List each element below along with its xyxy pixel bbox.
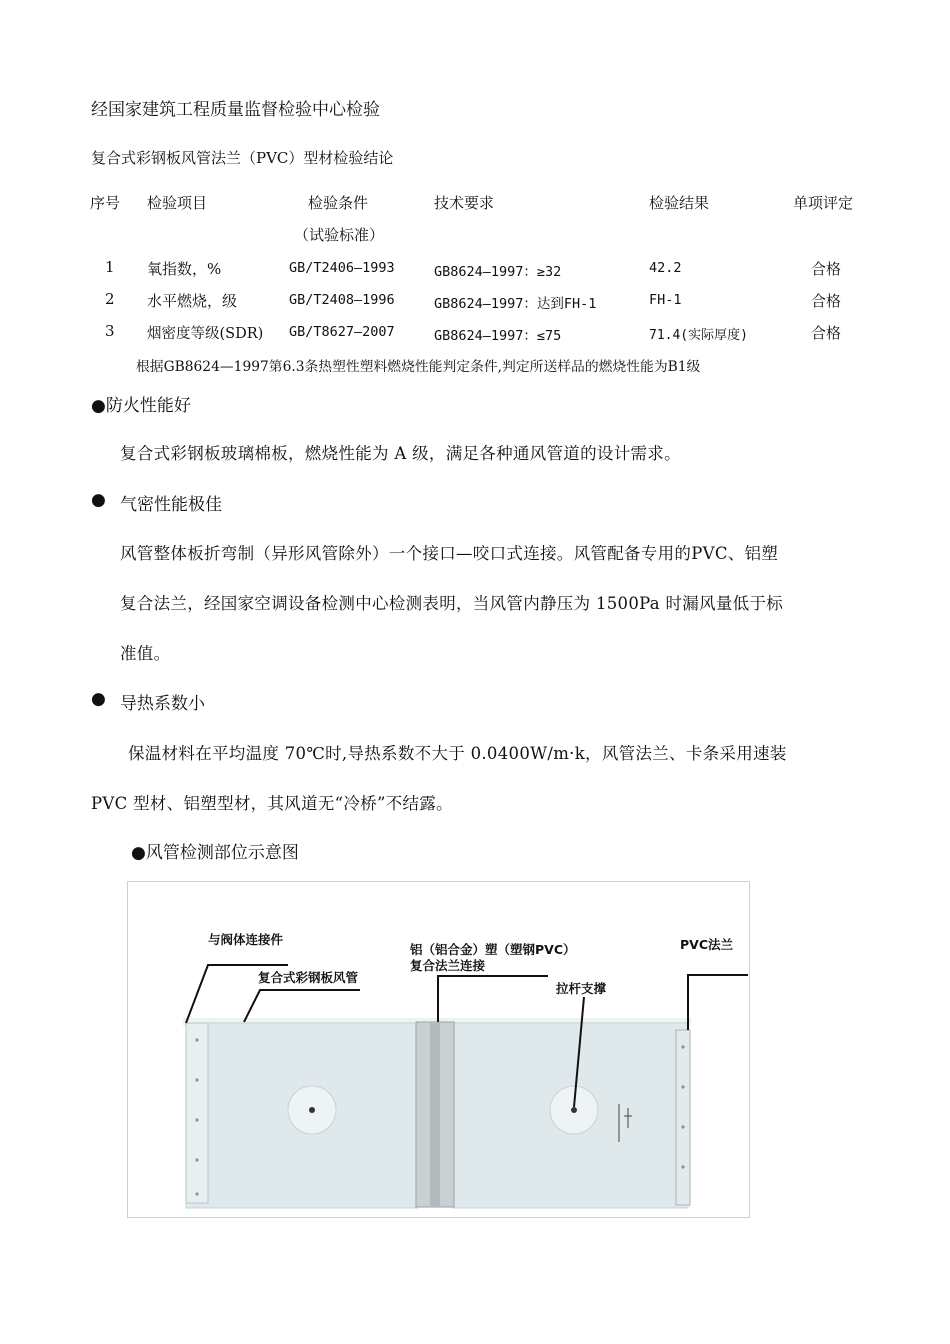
cell-result: 71.4(实际厚度) [649, 328, 748, 343]
col-header-cond-sub: （试验标准） [294, 226, 385, 244]
cell-rating: 合格 [811, 260, 842, 278]
label-flange-line2: 复合法兰连接 [410, 958, 486, 973]
cell-result: 42.2 [649, 260, 682, 276]
figure-title: ●风管检测部位示意图 [131, 843, 299, 863]
cell-cond: GB/T2408—1996 [289, 292, 395, 308]
cell-req: GB8624—1997：达到FH-1 [434, 296, 597, 312]
cell-req: GB8624—1997：≥32 [434, 264, 562, 280]
pvc-flange [676, 1030, 690, 1205]
col-header-req: 技术要求 [434, 194, 495, 212]
section-thermal-line1: 保温材料在平均温度 70℃时,导热系数不大于 0.0400W/m·k，风管法兰、卡条采用速装 [128, 744, 787, 763]
label-tie-rod: 拉杆支撑 [556, 981, 607, 996]
cell-req: GB8624—1997：≤75 [434, 328, 562, 344]
label-flange-line1: 铝（铝合金）塑（塑钢PVC） [410, 942, 576, 957]
label-valve-connector: 与阀体连接件 [208, 932, 284, 947]
page-title: 经国家建筑工程质量监督检验中心检验 [91, 100, 380, 120]
cell-item: 水平燃烧，级 [147, 292, 238, 310]
col-header-rating: 单项评定 [793, 194, 854, 212]
valve-connector [186, 1023, 208, 1203]
tie-rod-dot-right [571, 1107, 577, 1113]
tie-rod-dot-left [309, 1107, 315, 1113]
col-header-cond: 检验条件 [308, 194, 369, 212]
label-duct: 复合式彩钢板风管 [258, 970, 359, 985]
col-header-result: 检验结果 [649, 194, 710, 212]
table-note: 根据GB8624—1997第6.3条热塑性塑料燃烧性能判定条件,判定所送样品的燃烧性能为B1级 [136, 359, 701, 375]
section-fire-text: 复合式彩钢板玻璃棉板，燃烧性能为 A 级，满足各种通风管道的设计需求。 [120, 444, 681, 463]
cell-no: 3 [105, 322, 115, 340]
duct-diagram-image [127, 881, 750, 1218]
cell-no: 1 [105, 258, 115, 276]
cell-cond: GB/T2406—1993 [289, 260, 395, 276]
cell-result: FH-1 [649, 292, 682, 308]
aluminum-flange-center [430, 1022, 440, 1207]
section-thermal-line2: PVC 型材、铝塑型材，其风道无“冷桥”不结露。 [91, 794, 453, 813]
label-pvc-flange: PVC法兰 [680, 937, 734, 952]
col-header-no: 序号 [90, 194, 121, 212]
cell-item: 氧指数，% [147, 260, 222, 278]
section-airtight-line2: 复合法兰，经国家空调设备检测中心检测表明，当风管内静压为 1500Pa 时漏风量低于标 [120, 594, 784, 613]
table-title: 复合式彩钢板风管法兰（PVC）型材检验结论 [91, 149, 394, 167]
cell-rating: 合格 [811, 292, 842, 310]
section-airtight-line1: 风管整体板折弯制（异形风管除外）一个接口—咬口式连接。风管配备专用的PVC、铝塑 [120, 544, 779, 563]
col-header-item: 检验项目 [147, 194, 208, 212]
cell-cond: GB/T8627—2007 [289, 324, 395, 340]
section-thermal-title: 导热系数小 [120, 694, 205, 714]
section-airtight-line3: 准值。 [120, 644, 171, 663]
cell-no: 2 [105, 290, 115, 308]
bullet-icon: ● [91, 490, 106, 510]
bullet-icon: ● [91, 689, 106, 709]
section-fire-title: ●防火性能好 [91, 396, 191, 416]
cell-rating: 合格 [811, 324, 842, 342]
cell-item: 烟密度等级(SDR) [147, 326, 264, 342]
section-airtight-title: 气密性能极佳 [120, 495, 222, 515]
